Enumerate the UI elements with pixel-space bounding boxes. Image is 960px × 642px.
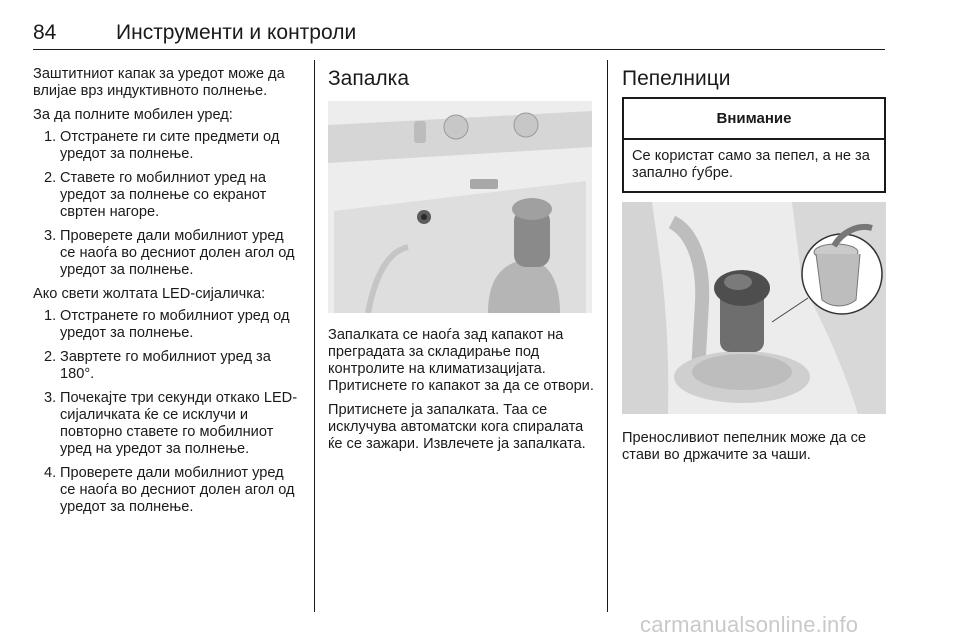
charge-heading: За да полните мобилен уред: (33, 107, 233, 123)
list-item (33, 465, 301, 516)
page-number: 84 (33, 21, 57, 44)
column-divider-2 (607, 60, 608, 612)
warning-text: Се користат само за пепел, а не за запално ѓубре. (632, 148, 870, 181)
list-item (33, 390, 301, 458)
watermark: carmanualsonline.info (640, 612, 859, 637)
section-heading-lighter: Запалка (328, 67, 409, 90)
step-text: Завртете го мобилниот уред за 180°. (60, 349, 271, 382)
page-header (33, 20, 885, 50)
step-text: Проверете дали мобилниот уред се наоѓа во десниот долен агол од уредот за полнење. (60, 228, 295, 278)
step-number: 1. (44, 129, 57, 145)
column-middle (328, 66, 596, 460)
led-steps-list (33, 308, 301, 516)
list-item (33, 129, 301, 163)
column-right (622, 66, 886, 471)
step-text: Ставете го мобилниот уред на уредот за полнење со екранот свртен нагоре. (60, 170, 267, 220)
section-heading-ashtrays: Пепелници (622, 67, 731, 90)
column-left (33, 66, 301, 523)
list-item (33, 228, 301, 279)
step-text: Отстранете ги сите предмети од уредот за полнење. (60, 129, 280, 162)
header-rule (33, 49, 885, 50)
ashtray-illustration (622, 202, 886, 414)
step-text: Проверете дали мобилниот уред се наоѓа во десниот долен агол од уредот за полнење. (60, 465, 295, 515)
step-number: 3. (44, 390, 57, 406)
lighter-paragraph-2: Притиснете ја запалката. Таа се исклучува автоматски кога спиралата ќе се зажари. Извлечете ја запалката. (328, 402, 586, 452)
warning-title: Внимание (624, 99, 884, 140)
step-number: 1. (44, 308, 57, 324)
warning-box (622, 97, 886, 193)
step-text: Почекајте три секунди откако LED-сијаличката ќе се исклучи и повторно ставете го мобилниот уред на уредот за полнење. (60, 390, 298, 457)
charge-steps-list (33, 129, 301, 279)
list-item (33, 349, 301, 383)
step-number: 3. (44, 228, 57, 244)
step-text: Отстранете го мобилниот уред од уредот за полнење. (60, 308, 290, 341)
lighter-paragraph-1: Запалката се наоѓа зад капакот на преградата за складирање под контролите на климатизацијата. Притиснете го капакот за да се отвори. (328, 327, 594, 394)
list-item (33, 170, 301, 221)
step-number: 4. (44, 465, 57, 481)
intro-paragraph: Заштитниот капак за уредот може да влијае врз индуктивното полнење. (33, 66, 285, 99)
step-number: 2. (44, 170, 57, 186)
column-divider-1 (314, 60, 315, 612)
list-item (33, 308, 301, 342)
ashtray-paragraph: Преносливиот пепелник може да се стави во држачите за чаши. (622, 430, 867, 463)
page-title: Инструменти и контроли (116, 21, 357, 44)
step-number: 2. (44, 349, 57, 365)
led-heading: Ако свети жолтата LED-сијаличка: (33, 286, 266, 302)
lighter-illustration (328, 101, 592, 313)
